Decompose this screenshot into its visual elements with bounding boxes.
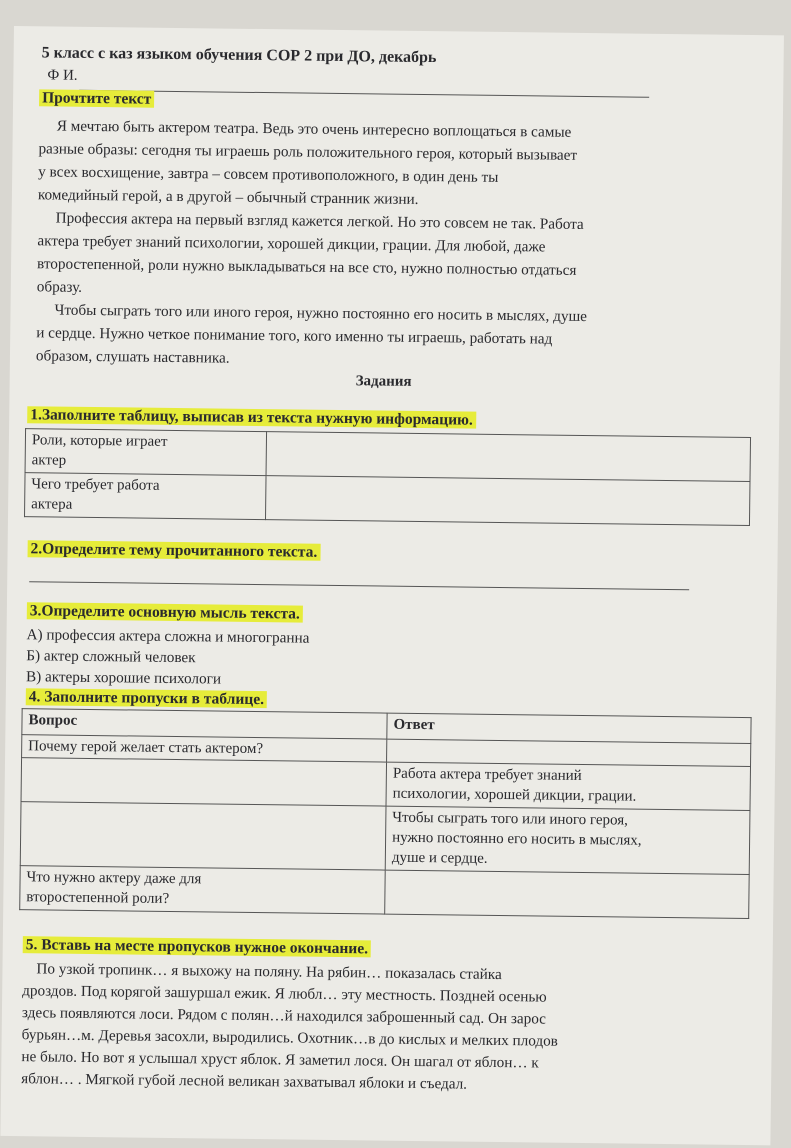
task4-title: 4. Заполните пропуски в таблице. xyxy=(26,688,267,709)
task5-line: не было. Но вот я услышал хруст яблок. Я заметил лося. Он шагал от яблон… к xyxy=(21,1048,539,1072)
task5-line: дроздов. Под корягой зашуршал ежик. Я любл… эту местность. Поздней осенью xyxy=(22,982,547,1006)
worksheet-page xyxy=(0,26,784,1145)
fio-label: Ф И. xyxy=(47,67,78,84)
reading-line: разные образы: сегодня ты играешь роль положительного героя, который вызывает xyxy=(38,140,578,164)
tasks-heading: Задания xyxy=(355,373,412,390)
task1-roles-answer[interactable] xyxy=(266,432,751,482)
reading-line: Чтобы сыграть того или иного героя, нужно постоянно его носить в мыслях, душе xyxy=(54,301,588,326)
task4-q2-blank[interactable] xyxy=(21,758,387,806)
task2-answer-line[interactable] xyxy=(29,581,689,590)
reading-line: второстепенной, роли нужно выкладываться на все сто, нужно полностью отдаться xyxy=(36,255,577,279)
task1-title: 1.Заполните таблицу, выписав из текста нужную информацию. xyxy=(27,406,476,429)
reading-line: у всех восхищение, завтра – совсем противоположного, в один день ты xyxy=(38,163,499,186)
reading-line: образу. xyxy=(36,278,83,296)
task5-line: бурьян…м. Деревья засохли, выродились. Охотник…в до кислых и мелких плодов xyxy=(21,1026,559,1050)
task1-roles-label: Роли, которые играет актер xyxy=(25,429,267,476)
task3-option-a[interactable]: А) профессия актера сложна и многогранна xyxy=(26,626,310,647)
task4-a3: Чтобы сыграть того или иного героя, нужно постоянно его носить в мыслях, душе и сердце. xyxy=(385,806,750,874)
reading-line: Профессия актера на первый взгляд кажется легкой. Но это совсем не так. Работа xyxy=(55,209,584,233)
task4-a2: Работа актера требует знаний психологии, хорошей дикции, грации. xyxy=(386,762,751,810)
task5-text xyxy=(21,958,559,1097)
fio-underline xyxy=(79,90,649,98)
task1-requirements-answer[interactable] xyxy=(265,476,750,526)
reading-line: и сердце. Нужно четкое понимание того, кого именно ты играешь, работать над xyxy=(36,324,553,348)
task1-table xyxy=(24,428,751,526)
reading-text xyxy=(36,114,589,374)
task4-header-answer: Ответ xyxy=(387,713,751,743)
task4-q3-blank[interactable] xyxy=(20,802,386,870)
page-title: 5 класс с каз языком обучения СОР 2 при ДО, декабрь xyxy=(41,44,437,67)
task4-q4: Что нужно актеру даже для второстепенной роли? xyxy=(20,866,386,914)
task5-line: яблон… . Мягкой губой лесной великан захватывал яблоки и съедал. xyxy=(21,1070,468,1093)
reading-line: образом, слушать наставника. xyxy=(35,347,230,367)
task1-requirements-label: Чего требует работа актера xyxy=(25,473,267,520)
task3-option-b[interactable]: Б) актер сложный человек xyxy=(26,647,196,667)
task5-title: 5. Вставь на месте пропусков нужное окончание. xyxy=(23,936,371,958)
table-row xyxy=(20,802,750,875)
task3-options xyxy=(26,624,310,690)
reading-line: комедийный герой, а в другой – обычный странник жизни. xyxy=(37,186,419,208)
task3-option-c[interactable]: В) актеры хорошие психологи xyxy=(25,668,222,688)
task5-line: По узкой тропинк… я выхожу на поляну. На рябин… показалась стайка xyxy=(36,960,502,984)
task2-title: 2.Определите тему прочитанного текста. xyxy=(27,540,320,562)
task3-title: 3.Определите основную мысль текста. xyxy=(27,602,303,623)
task4-q1: Почему герой желает стать актером? xyxy=(22,735,387,762)
task4-table xyxy=(19,708,751,919)
reading-line: Я мечтаю быть актером театра. Ведь это очень интересно воплощаться в самые xyxy=(56,117,572,141)
table-row xyxy=(25,473,750,526)
task5-line: здесь появляются лоси. Рядом с полян…й находился заброшенный сад. Он зарос xyxy=(21,1004,547,1028)
reading-heading: Прочтите текст xyxy=(39,89,154,108)
reading-line: актера требует знаний психологии, хорошей дикции, грации. Для любой, даже xyxy=(37,232,546,256)
task4-a4-blank[interactable] xyxy=(385,870,750,918)
task4-header-question: Вопрос xyxy=(22,709,387,739)
table-row xyxy=(20,866,749,919)
